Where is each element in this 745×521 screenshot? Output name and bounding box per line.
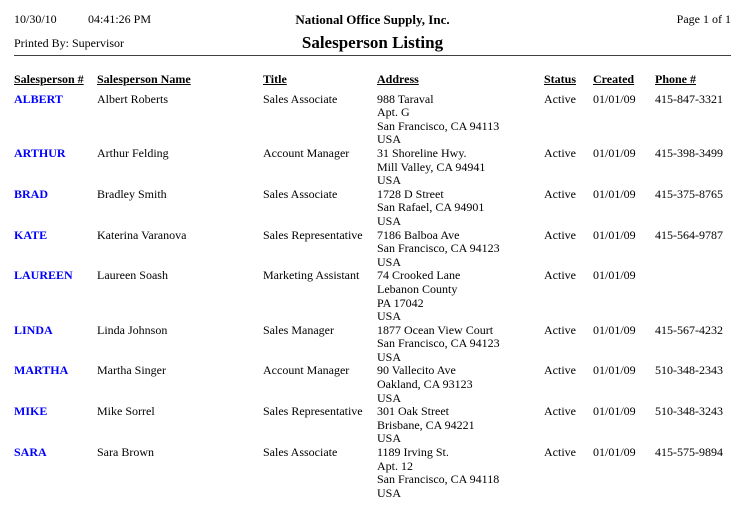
- salesperson-address-cell: 7186 Balboa Ave San Francisco, CA 94123 USA: [377, 227, 500, 269]
- salesperson-address-cell: 988 Taraval Apt. G San Francisco, CA 94113 USA: [377, 91, 500, 147]
- company-name: National Office Supply, Inc.: [295, 12, 450, 27]
- salesperson-title-cell: Account Manager: [263, 145, 350, 160]
- salesperson-title-cell: Sales Manager: [263, 322, 334, 337]
- printed-by-label: Printed By: Supervisor: [14, 36, 124, 50]
- column-header-phone: Phone #: [655, 72, 697, 86]
- salesperson-phone-cell: 415-847-3321: [655, 91, 723, 106]
- salesperson-phone-cell: 415-564-9787: [655, 227, 723, 242]
- table-row: [14, 446, 731, 500]
- salesperson-created-cell: 01/01/09: [593, 268, 636, 283]
- salesperson-name-cell: Laureen Soash: [97, 268, 168, 283]
- table-row: [14, 188, 731, 229]
- salesperson-id-link[interactable]: ALBERT: [14, 91, 63, 106]
- table-row: [14, 93, 731, 147]
- column-header-status: Status: [544, 72, 577, 86]
- salesperson-id-link[interactable]: BRAD: [14, 186, 49, 201]
- column-header-created: Created: [593, 72, 635, 86]
- header-divider: [14, 55, 731, 56]
- salesperson-phone-cell: 415-398-3499: [655, 145, 723, 160]
- salesperson-phone-cell: 510-348-2343: [655, 363, 723, 378]
- salesperson-address-cell: 1728 D Street San Rafael, CA 94901 USA: [377, 186, 485, 228]
- table-row: [14, 364, 731, 405]
- salesperson-name-cell: Martha Singer: [97, 363, 166, 378]
- salesperson-created-cell: 01/01/09: [593, 445, 636, 460]
- salesperson-name-cell: Arthur Felding: [97, 145, 169, 160]
- salesperson-name-cell: Sara Brown: [97, 445, 154, 460]
- page-indicator: Page 1 of 1: [676, 12, 731, 26]
- salesperson-created-cell: 01/01/09: [593, 404, 636, 419]
- table-row: [14, 147, 731, 188]
- column-header-salesperson-name: Salesperson Name: [97, 72, 191, 86]
- table-row: [14, 324, 731, 365]
- table-row: [14, 269, 731, 323]
- salesperson-status-cell: Active: [544, 145, 576, 160]
- salesperson-name-cell: Mike Sorrel: [97, 404, 155, 419]
- salesperson-phone-cell: 510-348-3243: [655, 404, 723, 419]
- salesperson-status-cell: Active: [544, 322, 576, 337]
- column-header-title: Title: [263, 72, 287, 86]
- report-title: Salesperson Listing: [301, 33, 444, 52]
- salesperson-created-cell: 01/01/09: [593, 227, 636, 242]
- report-time: 04:41:26 PM: [88, 12, 152, 26]
- salesperson-created-cell: 01/01/09: [593, 145, 636, 160]
- salesperson-status-cell: Active: [544, 268, 576, 283]
- column-header-address: Address: [377, 72, 419, 86]
- salesperson-title-cell: Sales Representative: [263, 227, 363, 242]
- table-row: [14, 405, 731, 446]
- salesperson-status-cell: Active: [544, 227, 576, 242]
- salesperson-id-link[interactable]: MARTHA: [14, 363, 69, 378]
- salesperson-id-link[interactable]: ARTHUR: [14, 145, 66, 160]
- salesperson-address-cell: 31 Shoreline Hwy. Mill Valley, CA 94941 USA: [377, 145, 486, 188]
- salesperson-status-cell: Active: [544, 91, 576, 106]
- salesperson-created-cell: 01/01/09: [593, 186, 636, 201]
- salesperson-id-link[interactable]: KATE: [14, 227, 48, 242]
- table-body: [14, 93, 731, 501]
- salesperson-title-cell: Account Manager: [263, 363, 350, 378]
- salesperson-id-link[interactable]: LINDA: [14, 322, 53, 337]
- salesperson-status-cell: Active: [544, 445, 576, 460]
- salesperson-address-cell: 74 Crooked Lane Lebanon County PA 17042 USA: [377, 268, 461, 324]
- salesperson-phone-cell: 415-575-9894: [655, 445, 723, 460]
- salesperson-status-cell: Active: [544, 404, 576, 419]
- salesperson-address-cell: 1877 Ocean View Court San Francisco, CA 94123 USA: [377, 322, 500, 364]
- salesperson-phone-cell: 415-375-8765: [655, 186, 723, 201]
- salesperson-id-link[interactable]: SARA: [14, 445, 47, 460]
- salesperson-name-cell: Albert Roberts: [97, 91, 168, 106]
- salesperson-title-cell: Marketing Assistant: [263, 268, 360, 283]
- salesperson-title-cell: Sales Associate: [263, 445, 338, 460]
- table-row: [14, 229, 731, 270]
- salesperson-address-cell: 90 Vallecito Ave Oakland, CA 93123 USA: [377, 363, 473, 405]
- salesperson-address-cell: 301 Oak Street Brisbane, CA 94221 USA: [377, 404, 475, 446]
- salesperson-created-cell: 01/01/09: [593, 91, 636, 106]
- salesperson-status-cell: Active: [544, 363, 576, 378]
- salesperson-phone-cell: 415-567-4232: [655, 322, 723, 337]
- salesperson-status-cell: Active: [544, 186, 576, 201]
- column-header-salesperson-number: Salesperson #: [14, 72, 84, 86]
- salesperson-created-cell: 01/01/09: [593, 322, 636, 337]
- salesperson-name-cell: Katerina Varanova: [97, 227, 187, 242]
- salesperson-name-cell: Linda Johnson: [97, 322, 168, 337]
- salesperson-title-cell: Sales Representative: [263, 404, 363, 419]
- salesperson-table: [14, 73, 731, 500]
- salesperson-created-cell: 01/01/09: [593, 363, 636, 378]
- salesperson-address-cell: 1189 Irving St. Apt. 12 San Francisco, CA 94118 USA: [377, 445, 500, 500]
- table-header-row: [14, 73, 731, 87]
- salesperson-title-cell: Sales Associate: [263, 91, 338, 106]
- salesperson-name-cell: Bradley Smith: [97, 186, 167, 201]
- salesperson-id-link[interactable]: MIKE: [14, 404, 48, 419]
- salesperson-title-cell: Sales Associate: [263, 186, 338, 201]
- salesperson-id-link[interactable]: LAUREEN: [14, 268, 73, 283]
- report-date: 10/30/10: [14, 12, 57, 26]
